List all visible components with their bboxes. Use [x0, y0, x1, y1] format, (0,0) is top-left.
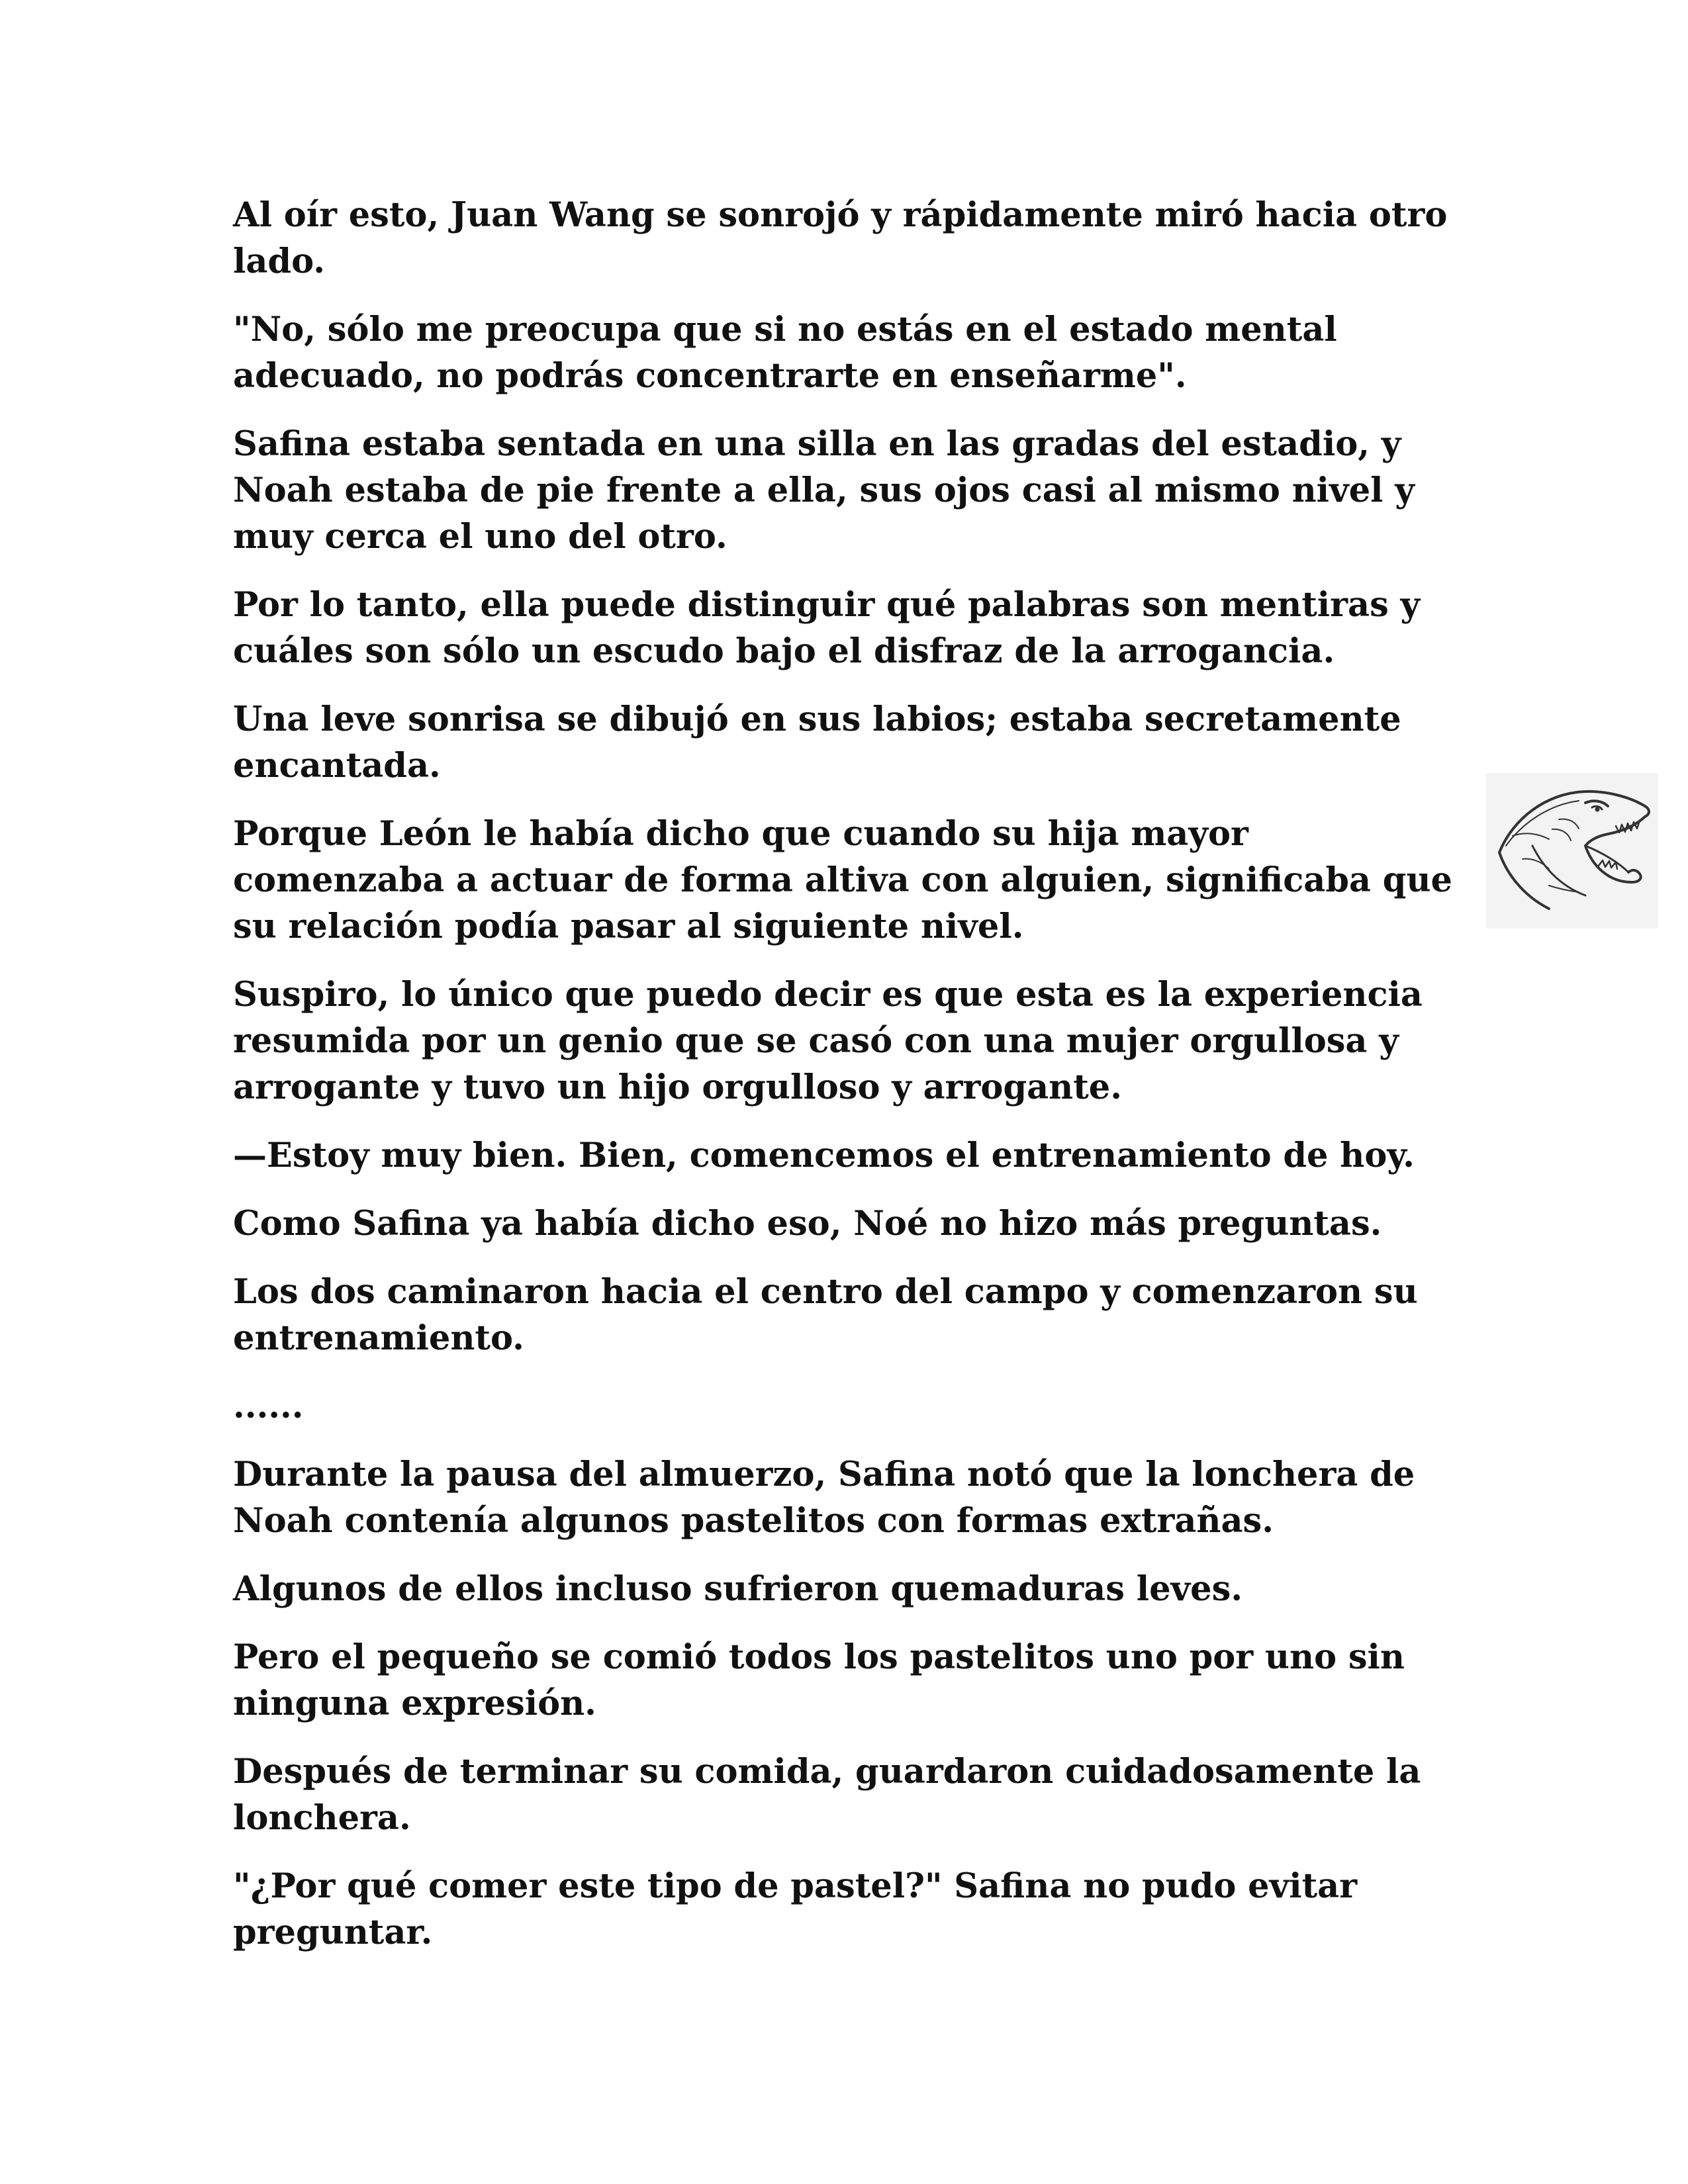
paragraph: Como Safina ya había dicho eso, Noé no hizo más preguntas.	[233, 1204, 1382, 1244]
paragraph: Después de terminar su comida, guardaron cuidadosamente la lonchera.	[233, 1752, 1421, 1838]
scene-break: ......	[233, 1387, 304, 1426]
paragraph: —Estoy muy bien. Bien, comencemos el entrenamiento de hoy.	[233, 1136, 1415, 1175]
paragraph: Safina estaba sentada en una silla en las gradas del estadio, y Noah estaba de pie frente a ella, sus ojos casi al mismo nivel y muy cerca el uno del otro.	[233, 424, 1415, 557]
paragraph: Porque León le había dicho que cuando su hija mayor comenzaba a actuar de forma altiva con alguien, significaba que su relación podía pasar al siguiente nivel.	[233, 814, 1452, 946]
paragraph: Los dos caminaron hacia el centro del campo y comenzaron su entrenamiento.	[233, 1272, 1418, 1358]
paragraph: Durante la pausa del almuerzo, Safina notó que la lonchera de Noah contenía algunos pastelitos con formas extrañas.	[233, 1455, 1415, 1541]
paragraph: Al oír esto, Juan Wang se sonrojó y rápidamente miró hacia otro lado.	[233, 195, 1448, 281]
paragraph: Por lo tanto, ella puede distinguir qué palabras son mentiras y cuáles son sólo un escudo bajo el disfraz de la arrogancia.	[233, 585, 1421, 671]
paragraph: "No, sólo me preocupa que si no estás en el estado mental adecuado, no podrás concentrarte en enseñarme".	[233, 310, 1337, 396]
paragraph: Una leve sonrisa se dibujó en sus labios; estaba secretamente encantada.	[233, 700, 1401, 786]
paragraph: "¿Por qué comer este tipo de pastel?" Safina no pudo evitar preguntar.	[233, 1866, 1358, 1952]
paragraph: Algunos de ellos incluso sufrieron quemaduras leves.	[233, 1569, 1243, 1609]
paragraph: Pero el pequeño se comió todos los pastelitos uno por uno sin ninguna expresión.	[233, 1637, 1405, 1723]
dinosaur-head-sketch-icon	[1486, 773, 1658, 929]
body-text	[233, 192, 1464, 1978]
paragraph: Suspiro, lo único que puedo decir es que esta es la experiencia resumida por un genio que se casó con una mujer orgullosa y arrogante y tuvo un hijo orgulloso y arrogante.	[233, 975, 1423, 1107]
